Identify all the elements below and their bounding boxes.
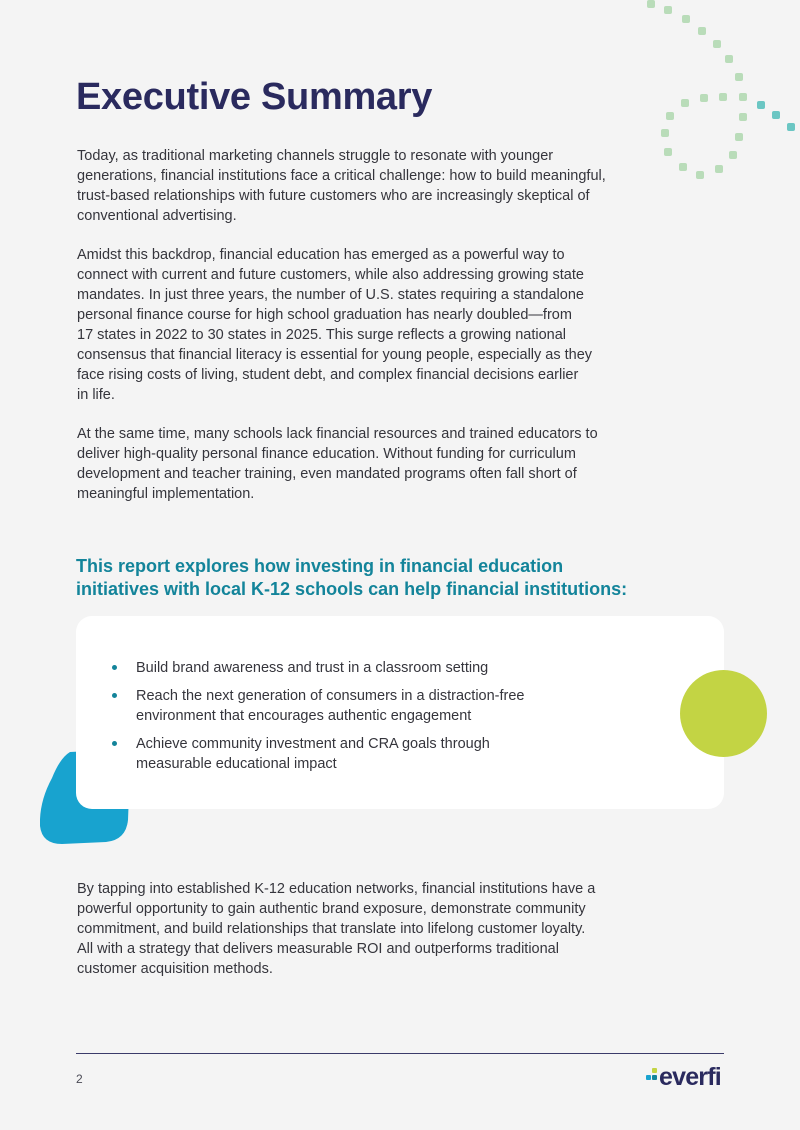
intro-paragraph-1: Today, as traditional marketing channels struggle to resonate with younger generations, financial institutions face a critical challenge: how to build meaningful, trust-based relationships with future customers who are increasingly skeptical of conventional advertising.	[77, 148, 606, 224]
list-item: Reach the next generation of consumers in a distraction-free environment that encourages authentic engagement	[109, 686, 525, 726]
footer-divider	[76, 1053, 724, 1054]
report-subheading: This report explores how investing in financial education initiatives with local K-12 schools can help financial institutions:	[76, 556, 628, 599]
logo-text: everfi	[659, 1063, 721, 1091]
list-item: Achieve community investment and CRA goals through measurable educational impact	[109, 734, 525, 774]
bullet-icon	[112, 693, 117, 698]
closing-paragraph: By tapping into established K-12 education networks, financial institutions have a powerful opportunity to gain authentic brand exposure, demonstrate community commitment, and build relationships that translate into lifelong customer loyalty. All with a strategy that delivers measurable ROI and outperforms traditional customer acquisition methods.	[77, 881, 596, 977]
list-item: Build brand awareness and trust in a classroom setting	[109, 658, 525, 678]
bullet-icon	[112, 741, 117, 746]
everfi-logo	[646, 1064, 721, 1090]
decorative-lime-circle	[680, 670, 767, 757]
benefits-card	[76, 616, 724, 809]
bullet-icon	[112, 665, 117, 670]
intro-paragraph-3: At the same time, many schools lack financial resources and trained educators to deliver high-quality personal finance education. Without funding for curriculum development and teacher training, even mandated programs often fall short of meaningful implementation.	[77, 426, 598, 502]
page-number: 2	[76, 1072, 83, 1086]
intro-paragraph-2: Amidst this backdrop, financial education has emerged as a powerful way to connect with current and future customers, while also addressing growing state mandates. In just three years, the number of U.S. states requiring a standalone personal finance course for high school graduation has nearly doubled—from 17 states in 2022 to 30 states in 2025. This surge reflects a growing national consensus that financial literacy is essential for young people, especially as they face rising costs of living, student debt, and complex financial decisions earlier in life.	[77, 247, 593, 403]
benefits-list	[109, 658, 525, 782]
page-title: Executive Summary	[76, 76, 433, 118]
logo-dots-icon	[646, 1066, 658, 1088]
